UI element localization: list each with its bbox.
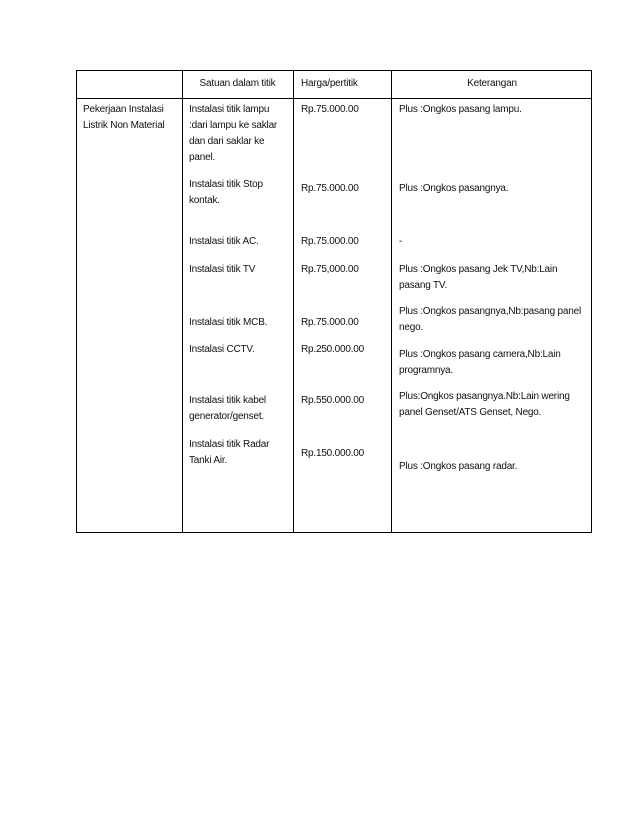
- row-keterangan: -: [399, 236, 403, 247]
- row-harga: Rp.75.000.00: [301, 104, 359, 115]
- row-satuan: Instalasi titik lampu :dari lampu ke saklar dan dari saklar ke panel.: [189, 104, 278, 163]
- row-satuan: Instalasi titik Stop kontak.: [189, 179, 263, 206]
- row-harga: Rp.75,000.00: [301, 264, 359, 275]
- price-table: [76, 70, 592, 533]
- header-divider: [77, 98, 591, 99]
- row-harga: Rp.75.000.00: [301, 183, 359, 194]
- header-keterangan: Keterangan: [467, 78, 517, 89]
- column-divider: [391, 71, 392, 532]
- row-harga: Rp.550.000.00: [301, 395, 365, 406]
- row-satuan: Instalasi titik MCB.: [189, 317, 268, 328]
- header-satuan: Satuan dalam titik: [199, 78, 276, 89]
- row-keterangan: Plus :Ongkos pasang lampu.: [399, 104, 522, 115]
- row-keterangan: Plus :Ongkos pasang Jek TV,Nb:Lain pasang TV.: [399, 264, 558, 291]
- row-keterangan: Plus :Ongkos pasangnya,Nb:pasang panel nego.: [399, 306, 581, 333]
- row-keterangan: Plus :Ongkos pasang radar.: [399, 461, 518, 472]
- row-satuan: Instalasi titik TV: [189, 264, 256, 275]
- row-keterangan: Plus:Ongkos pasangnya.Nb:Lain wering panel Genset/ATS Genset, Nego.: [399, 391, 570, 418]
- row-satuan: Instalasi titik kabel generator/genset.: [189, 395, 266, 422]
- row-satuan: Instalasi titik Radar Tanki Air.: [189, 439, 270, 466]
- row-harga: Rp.75.000.00: [301, 317, 359, 328]
- header-harga: Harga/pertitik: [301, 78, 358, 89]
- row-harga: Rp.75.000.00: [301, 236, 359, 247]
- row-keterangan: Plus :Ongkos pasang camera,Nb:Lain programnya.: [399, 349, 561, 376]
- row-harga: Rp.150.000.00: [301, 448, 365, 459]
- row-satuan: Instalasi CCTV.: [189, 344, 255, 355]
- row-satuan: Instalasi titik AC.: [189, 236, 259, 247]
- column-divider: [182, 71, 183, 532]
- column-divider: [293, 71, 294, 532]
- category-label: Pekerjaan Instalasi Listrik Non Material: [83, 104, 165, 131]
- row-keterangan: Plus :Ongkos pasangnya.: [399, 183, 509, 194]
- row-harga: Rp.250.000.00: [301, 344, 365, 355]
